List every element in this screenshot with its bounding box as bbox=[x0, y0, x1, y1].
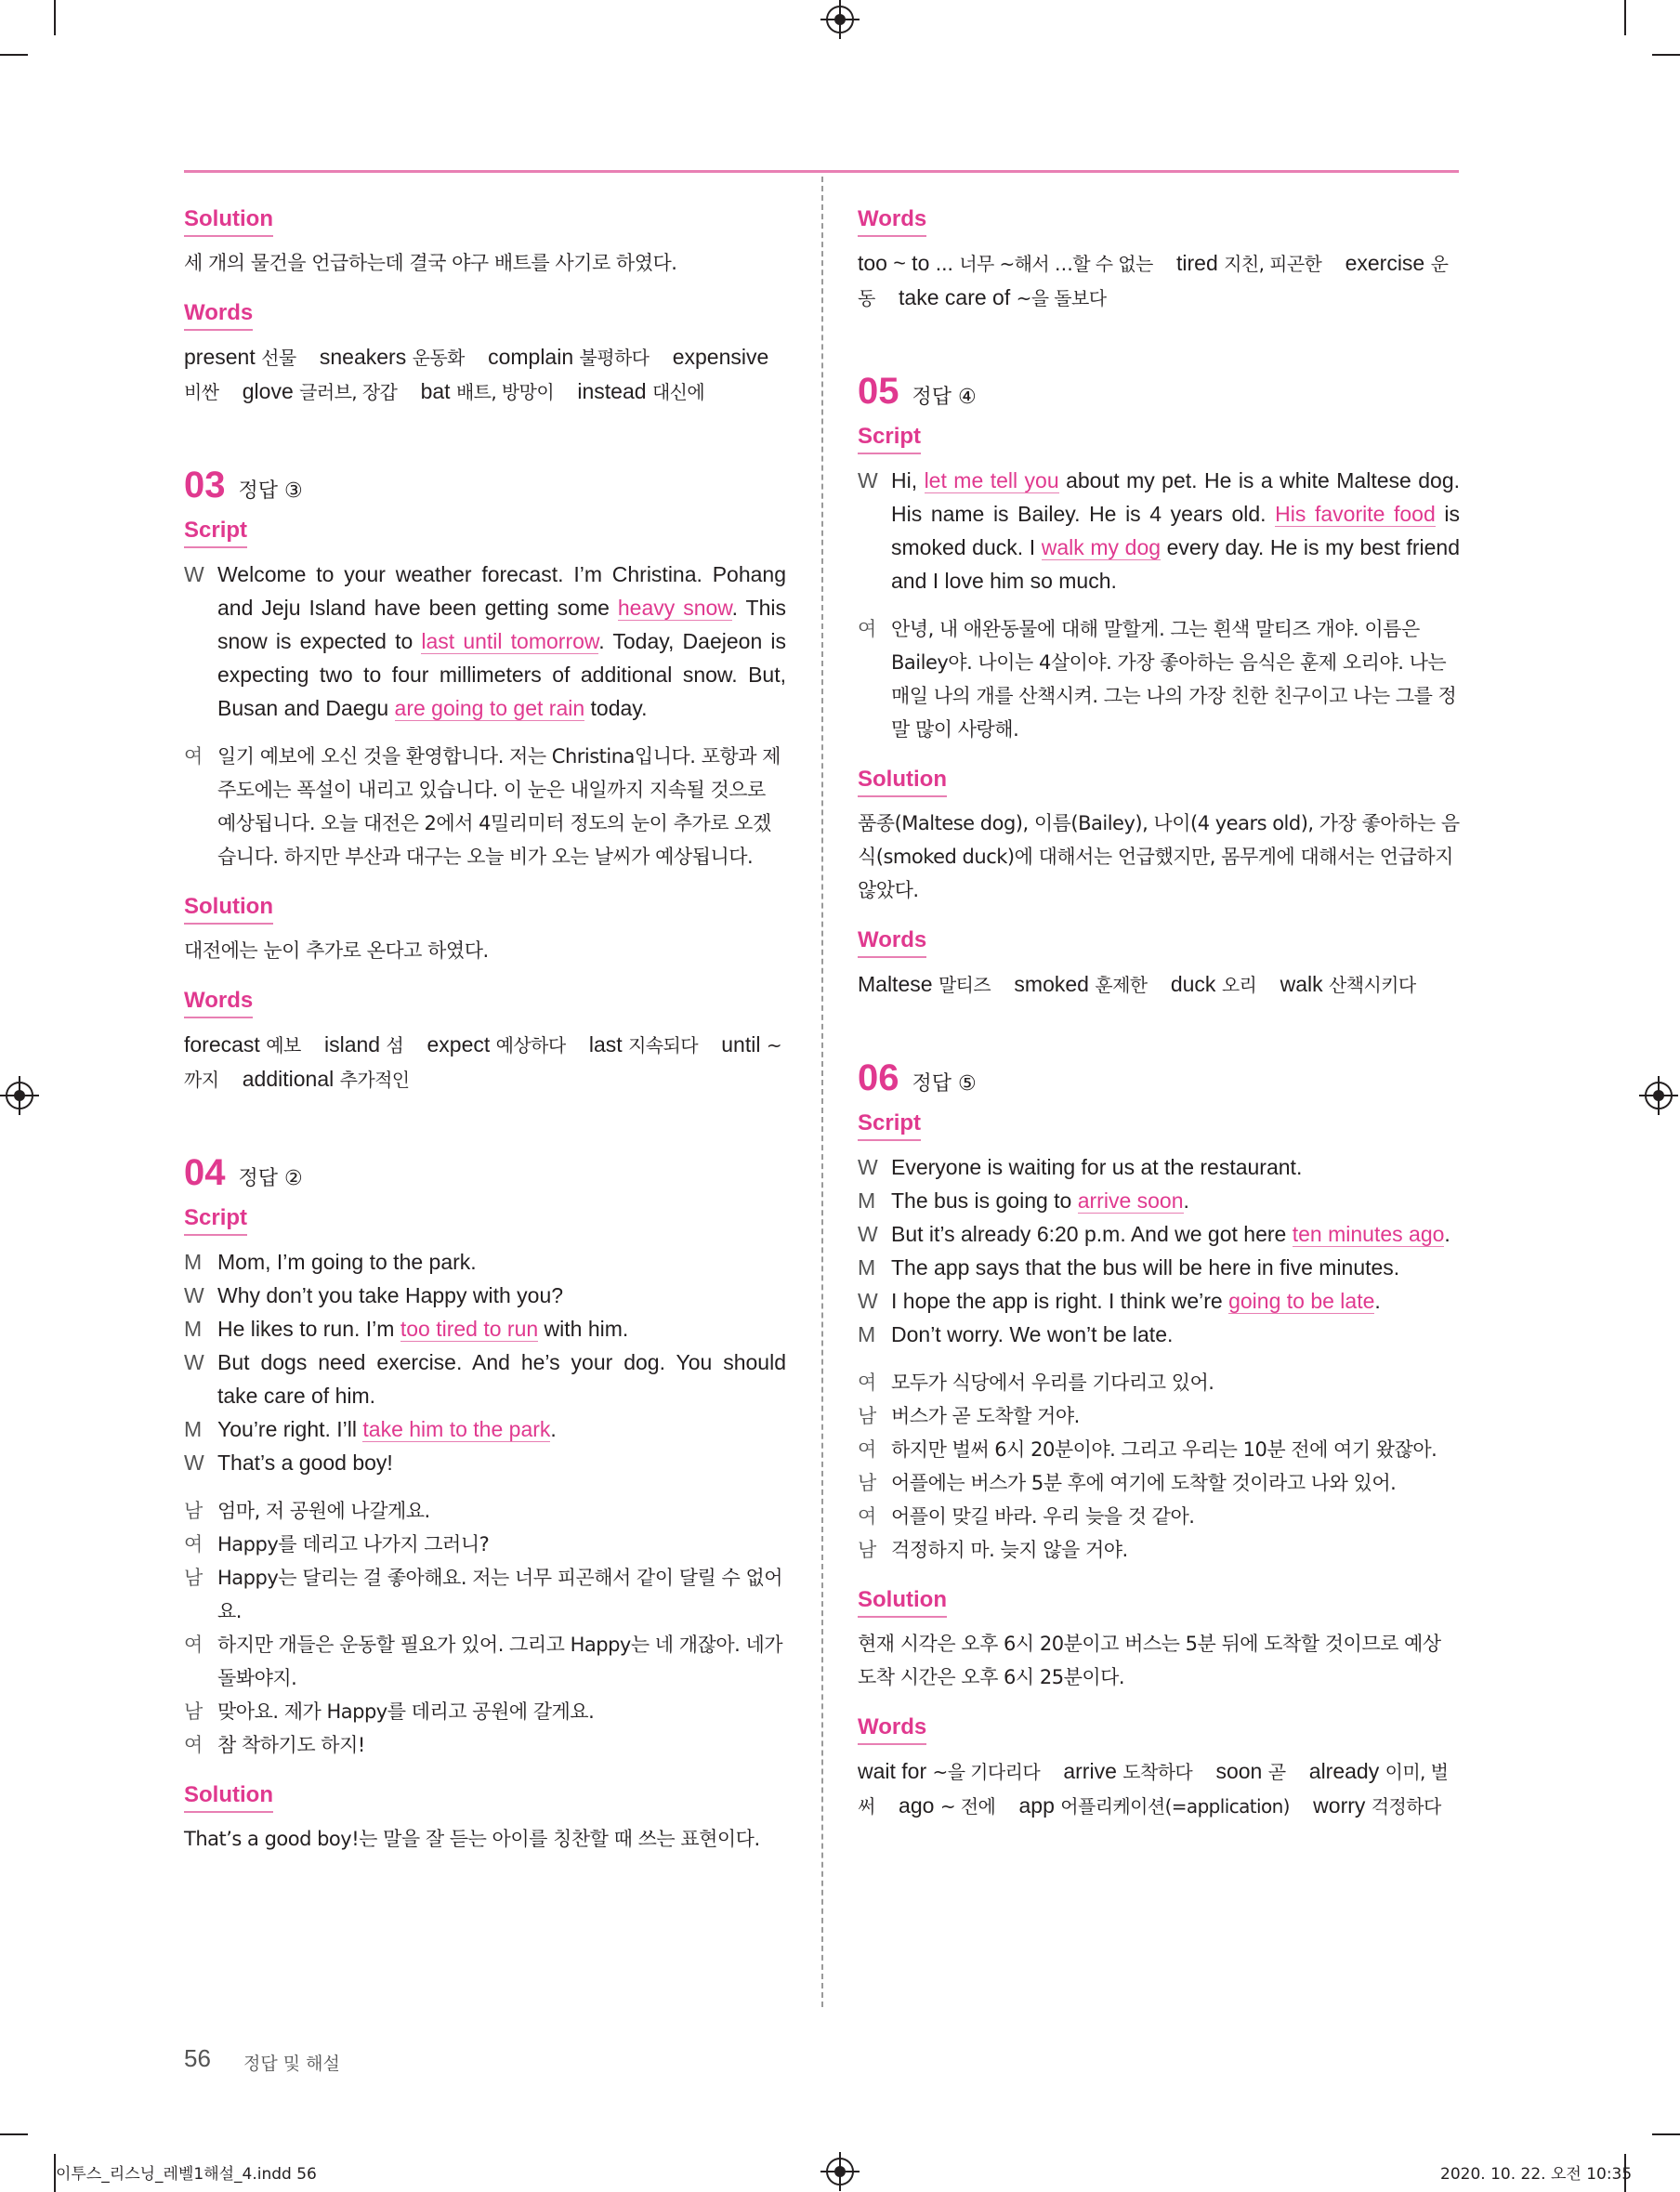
word-meaning: ~을 기다리다 bbox=[932, 1761, 1041, 1783]
script-line bbox=[858, 1217, 1460, 1251]
word-term: bat bbox=[420, 379, 456, 403]
script-line bbox=[858, 464, 1460, 597]
word-term: until bbox=[721, 1032, 767, 1057]
speaker-label: 여 bbox=[858, 1438, 876, 1461]
word-term: instead bbox=[577, 379, 652, 403]
word-meaning: 곧 bbox=[1267, 1761, 1286, 1783]
solution-heading: Solution bbox=[184, 894, 273, 925]
speaker-label: 여 bbox=[184, 1634, 203, 1656]
question-header bbox=[858, 371, 1460, 413]
blank-answer: ten minutes ago bbox=[1292, 1222, 1445, 1246]
words-list bbox=[858, 1754, 1460, 1823]
speaker-label: M bbox=[858, 1255, 876, 1280]
translation-block bbox=[184, 1494, 786, 1762]
speaker-label: 여 bbox=[184, 745, 203, 768]
crop-mark bbox=[1624, 0, 1626, 35]
crop-mark bbox=[0, 54, 28, 56]
speaker-label: W bbox=[858, 1289, 878, 1313]
solution-text: That’s a good boy!는 말을 잘 듣는 아이를 칭찬할 때 쓰는 표현이다. bbox=[184, 1828, 760, 1850]
word-term: already bbox=[1308, 1759, 1385, 1783]
speaker-label: W bbox=[184, 1283, 204, 1307]
script-line bbox=[184, 1446, 786, 1479]
word-term: forecast bbox=[184, 1032, 267, 1057]
word-meaning: 산책시키다 bbox=[1329, 974, 1416, 996]
word-term: smoked bbox=[1014, 972, 1096, 996]
word-term: duck bbox=[1170, 972, 1222, 996]
word-term: exercise bbox=[1345, 251, 1431, 275]
registration-mark-icon bbox=[826, 6, 854, 33]
word-term: worry bbox=[1313, 1793, 1372, 1818]
script-block bbox=[858, 1150, 1460, 1351]
speaker-label: 여 bbox=[184, 1734, 203, 1756]
slug-filename: 이투스_리스닝_레벨1해설_4.indd 56 bbox=[56, 2165, 317, 2184]
script-heading: Script bbox=[184, 1205, 247, 1236]
translation-text: 모두가 식당에서 우리를 기다리고 있어. bbox=[891, 1372, 1214, 1394]
word-term: complain bbox=[488, 345, 580, 369]
solution-heading: Solution bbox=[858, 767, 947, 797]
script-text: But it’s already 6:20 p.m. And we got here ten minutes ago. bbox=[891, 1222, 1450, 1246]
blank-answer: heavy snow bbox=[617, 596, 732, 620]
script-text: Hi, let me tell you about my pet. He is a white Maltese dog. His name is Bailey. He is 4 years old. His favorite food is smoked duck. I walk my dog every day. He is my best friend and I love him so much. bbox=[891, 468, 1461, 593]
header-rule bbox=[184, 170, 1459, 173]
word-term: Maltese bbox=[858, 972, 938, 996]
word-term: arrive bbox=[1063, 1759, 1123, 1783]
script-line bbox=[184, 1279, 786, 1312]
speaker-label: W bbox=[858, 1155, 878, 1179]
translation-line bbox=[858, 1399, 1460, 1433]
script-line bbox=[184, 1412, 786, 1446]
translation-line bbox=[858, 1366, 1460, 1399]
word-meaning: 섬 bbox=[386, 1034, 404, 1057]
registration-mark-icon bbox=[6, 1082, 33, 1109]
word-meaning: 너무 ~해서 …할 수 없는 bbox=[959, 253, 1153, 275]
speaker-label: W bbox=[184, 562, 204, 586]
blank-answer: are going to get rain bbox=[394, 696, 585, 720]
word-meaning: 도착하다 bbox=[1122, 1761, 1193, 1783]
script-text: Don’t worry. We won’t be late. bbox=[891, 1322, 1174, 1346]
speaker-label: 남 bbox=[184, 1700, 203, 1723]
question-number: 04 bbox=[184, 1152, 226, 1193]
translation-text: 맞아요. 제가 Happy를 데리고 공원에 갈게요. bbox=[217, 1700, 595, 1723]
words-list bbox=[858, 967, 1460, 1002]
word-meaning: 배트, 방망이 bbox=[455, 381, 555, 403]
translation-text: 참 착하기도 하지! bbox=[217, 1734, 365, 1756]
word-meaning: 지친, 피곤한 bbox=[1224, 253, 1322, 275]
script-line bbox=[858, 1251, 1460, 1284]
word-term: too ~ to ... bbox=[858, 251, 960, 275]
speaker-label: 여 bbox=[858, 1505, 876, 1528]
speaker-label: 남 bbox=[858, 1405, 876, 1427]
word-term: expensive bbox=[672, 345, 769, 369]
translation-text: Happy는 달리는 걸 좋아해요. 저는 너무 피곤해서 같이 달릴 수 없어요. bbox=[217, 1567, 783, 1622]
words-heading: Words bbox=[184, 300, 253, 331]
solution-text: 현재 시각은 오후 6시 20분이고 버스는 5분 뒤에 도착할 것이므로 예상 도착 시간은 오후 6시 25분이다. bbox=[858, 1633, 1441, 1688]
script-text: Mom, I’m going to the park. bbox=[217, 1250, 477, 1274]
speaker-label: 여 bbox=[184, 1533, 203, 1555]
registration-mark-icon bbox=[1645, 1082, 1673, 1109]
left-column bbox=[184, 206, 786, 1856]
speaker-label: M bbox=[858, 1188, 876, 1213]
crop-mark bbox=[1652, 2133, 1680, 2135]
word-meaning: 걱정하다 bbox=[1371, 1795, 1441, 1818]
speaker-label: 남 bbox=[858, 1472, 876, 1494]
word-meaning: 대신에 bbox=[651, 381, 705, 403]
word-term: take care of bbox=[899, 285, 1017, 309]
answer-label: 정답 ⑤ bbox=[912, 1072, 977, 1096]
speaker-label: W bbox=[858, 1222, 878, 1246]
registration-mark-icon bbox=[826, 2158, 854, 2185]
word-meaning: 말티즈 bbox=[938, 974, 991, 996]
script-text: He likes to run. I’m too tired to run with him. bbox=[217, 1317, 629, 1341]
speaker-label: 여 bbox=[858, 618, 876, 640]
script-text: I hope the app is right. I think we’re going to be late. bbox=[891, 1289, 1381, 1313]
solution-text: 세 개의 물건을 언급하는데 결국 야구 배트를 사기로 하였다. bbox=[184, 252, 677, 274]
solution-text: 품종(Maltese dog), 이름(Bailey), 나이(4 years old), 가장 좋아하는 음식(smoked duck)에 대해서는 언급했지만, 몸무게에 대해서는 언급하지 않았다. bbox=[858, 812, 1460, 901]
script-line bbox=[184, 1312, 786, 1345]
blank-answer: His favorite food bbox=[1275, 502, 1436, 526]
words-list bbox=[184, 340, 786, 409]
word-meaning: 글러브, 장갑 bbox=[299, 381, 398, 403]
question-header bbox=[184, 465, 786, 506]
page-number: 56 bbox=[184, 2044, 211, 2072]
speaker-label: M bbox=[184, 1417, 203, 1441]
word-meaning: 비싼 bbox=[184, 381, 219, 403]
solution-text: 대전에는 눈이 추가로 온다고 하였다. bbox=[184, 939, 489, 962]
blank-answer: going to be late bbox=[1228, 1289, 1375, 1313]
word-term: glove bbox=[242, 379, 300, 403]
word-term: present bbox=[184, 345, 262, 369]
answer-label: 정답 ② bbox=[238, 1167, 303, 1190]
translation-text: 버스가 곧 도착할 거야. bbox=[891, 1405, 1080, 1427]
word-term: sneakers bbox=[319, 345, 413, 369]
script-line bbox=[184, 558, 786, 725]
question-number: 05 bbox=[858, 371, 899, 412]
word-meaning: 지속되다 bbox=[628, 1034, 698, 1057]
word-meaning: 운동화 bbox=[412, 347, 465, 369]
translation-line bbox=[858, 1500, 1460, 1533]
script-text: Everyone is waiting for us at the restaurant. bbox=[891, 1155, 1303, 1179]
word-term: ago bbox=[899, 1793, 940, 1818]
column-divider bbox=[821, 177, 823, 2007]
translation-line bbox=[184, 1528, 786, 1561]
word-meaning: 훈제한 bbox=[1095, 974, 1148, 996]
word-term: island bbox=[323, 1032, 387, 1057]
script-text: Welcome to your weather forecast. I’m Christina. Pohang and Jeju Island have been getting some heavy snow. This snow is expected to last until tomorrow. Today, Daejeon is expecting two to four millimeters of additional snow. But, Busan and Daegu are going to get rain today. bbox=[217, 562, 786, 720]
question-header bbox=[184, 1152, 786, 1194]
word-meaning: 예상하다 bbox=[495, 1034, 566, 1057]
speaker-label: 남 bbox=[184, 1567, 203, 1589]
speaker-label: M bbox=[184, 1250, 203, 1274]
crop-mark bbox=[54, 0, 56, 35]
word-term: walk bbox=[1280, 972, 1329, 996]
blank-answer: last until tomorrow bbox=[421, 629, 599, 653]
script-block bbox=[858, 464, 1460, 597]
footer-label: 정답 및 해설 bbox=[243, 2054, 340, 2074]
crop-mark bbox=[1652, 54, 1680, 56]
question-number: 03 bbox=[184, 465, 226, 505]
translation-text: 하지만 개들은 운동할 필요가 있어. 그리고 Happy는 네 개잖아. 네가 돌봐야지. bbox=[217, 1634, 783, 1689]
word-term: last bbox=[588, 1032, 629, 1057]
word-meaning: 선물 bbox=[261, 347, 296, 369]
script-block bbox=[184, 1245, 786, 1479]
speaker-label: M bbox=[858, 1322, 876, 1346]
translation-line bbox=[858, 1466, 1460, 1500]
script-line bbox=[184, 1245, 786, 1279]
translation-line bbox=[184, 1494, 786, 1528]
word-term: additional bbox=[242, 1067, 340, 1091]
script-text: That’s a good boy! bbox=[217, 1450, 393, 1475]
word-meaning: ~을 돌보다 bbox=[1016, 287, 1107, 309]
translation-line bbox=[858, 1533, 1460, 1567]
words-heading: Words bbox=[184, 988, 253, 1018]
script-text: But dogs need exercise. And he’s your dog. You should take care of him. bbox=[217, 1350, 786, 1408]
speaker-label: W bbox=[858, 468, 878, 492]
blank-answer: take him to the park bbox=[362, 1417, 551, 1441]
slug-datetime: 2020. 10. 22. 오전 10:35 bbox=[1440, 2165, 1633, 2184]
blank-answer: walk my dog bbox=[1041, 535, 1162, 559]
answer-label: 정답 ④ bbox=[912, 386, 977, 409]
script-line bbox=[858, 1318, 1460, 1351]
word-meaning: ~까지 bbox=[184, 1034, 782, 1091]
script-block bbox=[184, 558, 786, 725]
translation-text: 하지만 벌써 6시 20분이야. 그리고 우리는 10분 전에 여기 왔잖아. bbox=[891, 1438, 1437, 1461]
speaker-label: 남 bbox=[858, 1539, 876, 1561]
answer-label: 정답 ③ bbox=[238, 479, 303, 503]
word-meaning: 운동 bbox=[858, 253, 1449, 309]
word-meaning: 추가적인 bbox=[339, 1069, 410, 1091]
translation-line bbox=[184, 1561, 786, 1628]
translation-text: 일기 예보에 오신 것을 환영합니다. 저는 Christina입니다. 포항과 제주도에는 폭설이 내리고 있습니다. 이 눈은 내일까지 지속될 것으로 예상됩니다. 오늘 대전은 2에서 4밀리미터 정도의 눈이 추가로 오겠습니다. 하지만 부산과 대구는 오늘 비가 오는 날씨가 예상됩니다. bbox=[217, 745, 781, 868]
solution-heading: Solution bbox=[184, 206, 273, 237]
speaker-label: W bbox=[184, 1450, 204, 1475]
script-text: The bus is going to arrive soon. bbox=[891, 1188, 1189, 1213]
word-meaning: 오리 bbox=[1221, 974, 1257, 996]
words-list bbox=[184, 1028, 786, 1096]
script-heading: Script bbox=[858, 424, 921, 454]
words-heading: Words bbox=[858, 927, 926, 958]
translation-line bbox=[184, 740, 786, 873]
words-list bbox=[858, 246, 1460, 315]
word-meaning: 이미, 벌써 bbox=[858, 1761, 1449, 1818]
word-meaning: 어플리케이션(=application) bbox=[1060, 1795, 1290, 1818]
translation-block bbox=[858, 612, 1460, 746]
crop-mark bbox=[0, 2133, 28, 2135]
words-heading: Words bbox=[858, 206, 926, 237]
words-heading: Words bbox=[858, 1714, 926, 1745]
word-meaning: 예보 bbox=[266, 1034, 301, 1057]
speaker-label: 여 bbox=[858, 1372, 876, 1394]
word-term: wait for bbox=[858, 1759, 933, 1783]
script-text: Why don’t you take Happy with you? bbox=[217, 1283, 564, 1307]
script-text: The app says that the bus will be here in five minutes. bbox=[891, 1255, 1400, 1280]
translation-line bbox=[858, 612, 1460, 746]
speaker-label: 남 bbox=[184, 1500, 203, 1522]
word-term: tired bbox=[1176, 251, 1225, 275]
word-term: soon bbox=[1215, 1759, 1268, 1783]
translation-block bbox=[858, 1366, 1460, 1567]
blank-answer: let me tell you bbox=[924, 468, 1059, 492]
script-heading: Script bbox=[858, 1110, 921, 1141]
speaker-label: W bbox=[184, 1350, 204, 1374]
word-term: expect bbox=[427, 1032, 496, 1057]
script-line bbox=[184, 1345, 786, 1412]
translation-line bbox=[184, 1695, 786, 1728]
script-line bbox=[858, 1284, 1460, 1318]
translation-text: 어플이 맞길 바라. 우리 늦을 것 같아. bbox=[891, 1505, 1195, 1528]
script-text: You’re right. I’ll take him to the park. bbox=[217, 1417, 557, 1441]
question-header bbox=[858, 1057, 1460, 1099]
speaker-label: M bbox=[184, 1317, 203, 1341]
script-line bbox=[858, 1150, 1460, 1184]
word-meaning: 불평하다 bbox=[579, 347, 650, 369]
question-number: 06 bbox=[858, 1057, 899, 1098]
translation-line bbox=[184, 1628, 786, 1695]
translation-text: Happy를 데리고 나가지 그러니? bbox=[217, 1533, 490, 1555]
translation-block bbox=[184, 740, 786, 873]
translation-line bbox=[858, 1433, 1460, 1466]
translation-text: 엄마, 저 공원에 나갈게요. bbox=[217, 1500, 430, 1522]
blank-answer: arrive soon bbox=[1077, 1188, 1184, 1213]
solution-heading: Solution bbox=[858, 1587, 947, 1618]
solution-heading: Solution bbox=[184, 1782, 273, 1813]
translation-text: 걱정하지 마. 늦지 않을 거야. bbox=[891, 1539, 1128, 1561]
right-column bbox=[858, 206, 1460, 1823]
translation-text: 안녕, 내 애완동물에 대해 말할게. 그는 흰색 말티즈 개야. 이름은 Bailey야. 나이는 4살이야. 가장 좋아하는 음식은 훈제 오리야. 나는 매일 나의 개를 산책시켜. 그는 나의 가장 친한 친구이고 나는 그를 정말 많이 사랑해. bbox=[891, 618, 1457, 741]
word-meaning: ~ 전에 bbox=[939, 1795, 996, 1818]
script-line bbox=[858, 1184, 1460, 1217]
blank-answer: too tired to run bbox=[400, 1317, 539, 1341]
word-term: app bbox=[1018, 1793, 1061, 1818]
translation-line bbox=[184, 1728, 786, 1762]
script-heading: Script bbox=[184, 518, 247, 548]
translation-text: 어플에는 버스가 5분 후에 여기에 도착할 것이라고 나와 있어. bbox=[891, 1472, 1397, 1494]
